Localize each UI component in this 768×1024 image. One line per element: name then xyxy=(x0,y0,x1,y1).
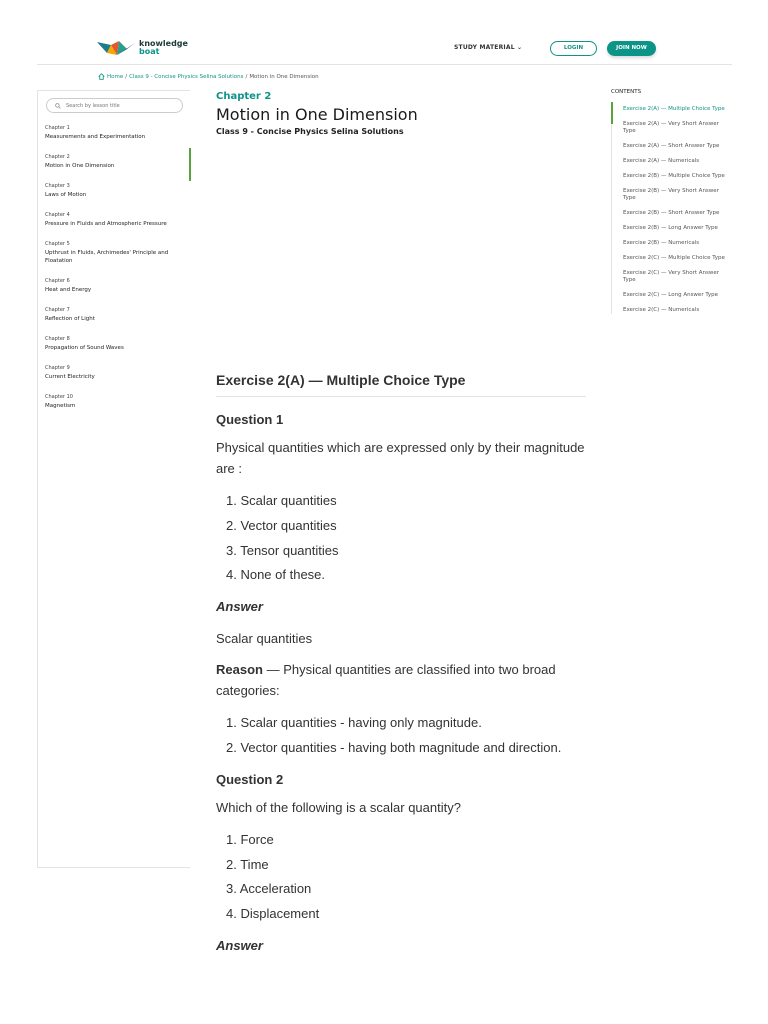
search-icon xyxy=(55,103,61,109)
reason-text xyxy=(216,659,586,701)
home-icon[interactable] xyxy=(98,73,105,80)
toc-item[interactable]: Exercise 2(A) — Multiple Choice Type xyxy=(623,106,731,113)
toc-item[interactable]: Exercise 2(A) — Short Answer Type xyxy=(623,143,720,149)
chapter-number: Chapter 1 xyxy=(45,125,70,131)
question-title: Question 1 xyxy=(216,412,284,427)
chapter-name: Pressure in Fluids and Atmospheric Pressure xyxy=(45,221,167,227)
option-list xyxy=(226,489,586,588)
option-item: 3. Acceleration xyxy=(226,881,312,897)
toc-item[interactable]: Exercise 2(B) — Long Answer Type xyxy=(623,225,718,231)
page-title: Motion in One Dimension xyxy=(216,105,418,124)
study-material-menu[interactable] xyxy=(454,44,522,51)
option-item: 1. Force xyxy=(226,831,274,847)
toc-item[interactable]: Exercise 2(C) — Multiple Choice Type xyxy=(623,255,725,261)
toc-item[interactable]: Exercise 2(B) — Short Answer Type xyxy=(623,210,720,216)
sidebar-chapter-9[interactable] xyxy=(45,365,189,381)
chapter-list xyxy=(45,125,189,423)
toc-item[interactable]: Exercise 2(B) — Multiple Choice Type xyxy=(623,173,725,179)
toc-title: CONTENTS xyxy=(611,89,642,95)
table-of-contents xyxy=(611,88,731,322)
chapter-label: Chapter 2 xyxy=(216,91,272,102)
join-now-button[interactable]: JOIN NOW xyxy=(607,41,656,56)
reason-item: 1. Scalar quantities - having only magnitude. xyxy=(226,715,482,731)
chapter-sidebar xyxy=(37,90,190,868)
chapter-number: Chapter 4 xyxy=(45,212,70,218)
sidebar-chapter-6[interactable] xyxy=(45,278,189,294)
sidebar-chapter-7[interactable] xyxy=(45,307,189,323)
breadcrumb-home[interactable]: Home xyxy=(107,73,124,80)
breadcrumb-class[interactable]: Class 9 - Concise Physics Selina Solutions xyxy=(129,73,244,80)
chapter-name: Laws of Motion xyxy=(45,192,87,198)
reason-label: Reason xyxy=(216,662,263,678)
reason-body: — Physical quantities are classified into two broad categories: xyxy=(216,662,556,699)
answer-text: Scalar quantities xyxy=(216,631,313,647)
toc-item[interactable]: Exercise 2(C) — Long Answer Type xyxy=(623,292,718,298)
breadcrumb-sep: / xyxy=(125,73,128,80)
sidebar-chapter-10[interactable] xyxy=(45,394,189,410)
toc-item[interactable]: Exercise 2(C) — Numericals xyxy=(623,307,700,313)
chapter-name: Measurements and Experimentation xyxy=(45,134,146,140)
chapter-name: Reflection of Light xyxy=(45,316,95,322)
main-header xyxy=(216,90,586,138)
chapter-name: Propagation of Sound Waves xyxy=(45,345,124,351)
sidebar-chapter-1[interactable] xyxy=(45,125,189,141)
logo-text xyxy=(139,40,188,56)
chapter-number: Chapter 7 xyxy=(45,307,70,313)
toc-item[interactable]: Exercise 2(B) — Very Short Answer Type xyxy=(623,188,719,201)
chapter-name: Motion in One Dimension xyxy=(45,163,115,169)
chapter-number: Chapter 10 xyxy=(45,394,73,400)
toc-item[interactable]: Exercise 2(A) — Numericals xyxy=(623,158,700,164)
option-item: 4. None of these. xyxy=(226,567,326,583)
chevron-down-icon: ⌄ xyxy=(517,44,523,51)
option-item: 3. Tensor quantities xyxy=(226,542,339,558)
option-item: 1. Scalar quantities xyxy=(226,493,337,508)
chapter-name: Magnetism xyxy=(45,403,76,409)
sidebar-chapter-8[interactable] xyxy=(45,336,189,352)
chapter-name: Current Electricity xyxy=(45,374,95,380)
option-item: 2. Time xyxy=(226,856,269,872)
logo-line2: boat xyxy=(139,47,160,56)
question-text: Which of the following is a scalar quantity? xyxy=(216,799,461,815)
sidebar-chapter-4[interactable] xyxy=(45,212,189,228)
sidebar-chapter-5[interactable] xyxy=(45,241,189,265)
chapter-number: Chapter 3 xyxy=(45,183,70,189)
exercise-heading: Exercise 2(A) — Multiple Choice Type xyxy=(216,370,586,397)
toc-item[interactable]: Exercise 2(C) — Very Short Answer Type xyxy=(623,270,720,283)
exercise-content xyxy=(216,370,586,967)
reason-list xyxy=(226,711,586,761)
question-title: Question 2 xyxy=(216,771,284,787)
chapter-number: Chapter 6 xyxy=(45,278,70,284)
toc-list xyxy=(611,106,731,314)
search-input[interactable] xyxy=(66,103,176,109)
option-list xyxy=(226,828,586,927)
breadcrumb-sep: / xyxy=(245,73,248,80)
option-item: 4. Displacement xyxy=(226,906,320,922)
site-logo[interactable] xyxy=(97,39,188,57)
login-button[interactable]: LOGIN xyxy=(550,41,597,56)
answer-label: Answer xyxy=(216,599,263,615)
breadcrumb xyxy=(98,73,319,80)
chapter-number: Chapter 9 xyxy=(45,365,70,371)
logo-line1: knowledge xyxy=(139,39,188,48)
option-item: 2. Vector quantities xyxy=(226,517,337,533)
toc-item[interactable]: Exercise 2(A) — Very Short Answer Type xyxy=(623,121,719,134)
chapter-number: Chapter 5 xyxy=(45,241,70,247)
sidebar-chapter-3[interactable] xyxy=(45,183,189,199)
reason-item: 2. Vector quantities - having both magnitude and direction. xyxy=(226,739,562,755)
search-box[interactable] xyxy=(46,98,183,113)
logo-icon xyxy=(97,39,137,57)
sidebar-chapter-2[interactable] xyxy=(45,154,189,170)
chapter-name: Upthrust in Fluids, Archimedes' Principle and Floatation xyxy=(45,250,169,264)
answer-label: Answer xyxy=(216,937,263,953)
chapter-name: Heat and Energy xyxy=(45,287,92,293)
breadcrumb-current: Motion in One Dimension xyxy=(249,73,319,80)
page-subtitle: Class 9 - Concise Physics Selina Solutions xyxy=(216,127,404,136)
top-header xyxy=(37,35,732,65)
toc-item[interactable]: Exercise 2(B) — Numericals xyxy=(623,240,700,246)
question-text: Physical quantities which are expressed only by their magnitude are : xyxy=(216,440,585,476)
chapter-number: Chapter 2 xyxy=(45,154,70,160)
chapter-number: Chapter 8 xyxy=(45,336,70,342)
study-material-label: STUDY MATERIAL xyxy=(454,44,515,51)
